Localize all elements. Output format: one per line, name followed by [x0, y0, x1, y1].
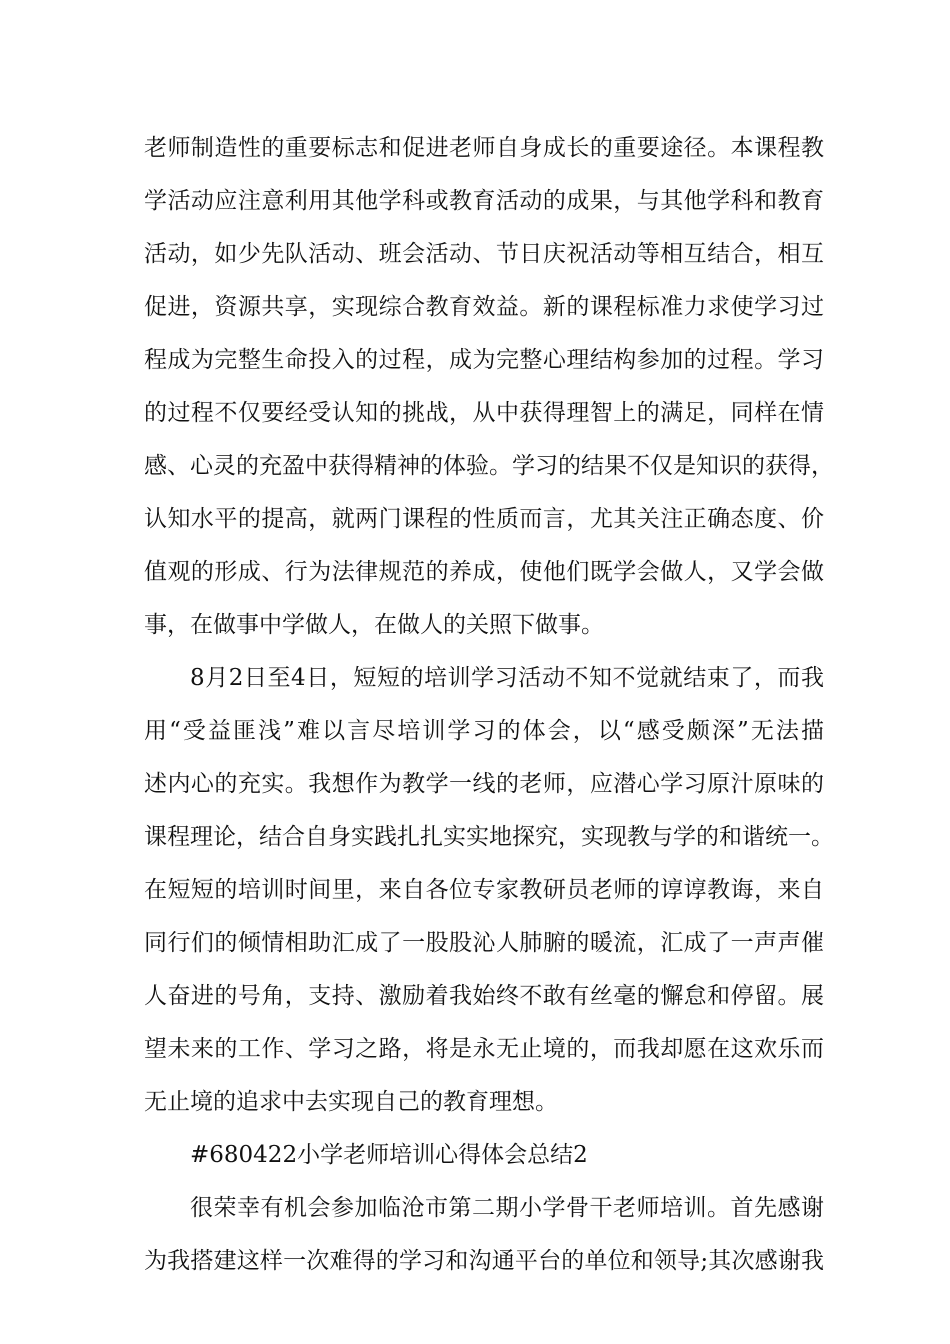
- paragraph-1-line-3: 活动，如少先队活动、班会活动、节日庆祝活动等相互结合，相互: [144, 241, 824, 267]
- paragraph-1-line-4: 促进，资源共享，实现综合教育效益。新的课程标准力求使学习过: [144, 294, 824, 320]
- paragraph-1-line-8: 认知水平的提高，就两门课程的性质而言，尤其关注正确态度、价: [144, 506, 824, 532]
- paragraph-1-line-5: 程成为完整生命投入的过程，成为完整心理结构参加的过程。学习: [144, 347, 824, 373]
- paragraph-2-line-4: 课程理论，结合自身实践扎扎实实地探究，实现教与学的和谐统一。: [144, 824, 834, 850]
- paragraph-3-line-1: 很荣幸有机会参加临沧市第二期小学骨干老师培训。首先感谢: [190, 1195, 824, 1221]
- paragraph-2-line-7: 人奋进的号角，支持、激励着我始终不敢有丝毫的懈怠和停留。展: [144, 983, 824, 1009]
- paragraph-2-line-1: 8月2日至4日，短短的培训学习活动不知不觉就结束了，而我: [190, 665, 824, 691]
- paragraph-1-line-10: 事，在做事中学做人，在做人的关照下做事。: [144, 612, 604, 638]
- paragraph-2-line-2: 用“受益匪浅”难以言尽培训学习的体会，以“感受颇深”无法描: [144, 718, 824, 744]
- section-heading: #680422小学老师培训心得体会总结2: [190, 1142, 588, 1168]
- paragraph-1-line-7: 感、心灵的充盈中获得精神的体验。学习的结果不仅是知识的获得，: [144, 453, 834, 479]
- paragraph-2-line-5: 在短短的培训时间里，来自各位专家教研员老师的谆谆教诲，来自: [144, 877, 824, 903]
- paragraph-1-line-9: 值观的形成、行为法律规范的养成，使他们既学会做人，又学会做: [144, 559, 824, 585]
- paragraph-2-line-3: 述内心的充实。我想作为教学一线的老师，应潜心学习原汁原味的: [144, 771, 824, 797]
- paragraph-2-line-9: 无止境的追求中去实现自己的教育理想。: [144, 1089, 558, 1115]
- paragraph-1-line-1: 老师制造性的重要标志和促进老师自身成长的重要途径。本课程教: [144, 135, 824, 161]
- paragraph-3-line-2: 为我搭建这样一次难得的学习和沟通平台的单位和领导;其次感谢我: [144, 1248, 824, 1274]
- paragraph-2-line-6: 同行们的倾情相助汇成了一股股沁人肺腑的暖流，汇成了一声声催: [144, 930, 824, 956]
- paragraph-1-line-2: 学活动应注意利用其他学科或教育活动的成果，与其他学科和教育: [144, 188, 824, 214]
- paragraph-1-line-6: 的过程不仅要经受认知的挑战，从中获得理智上的满足，同样在情: [144, 400, 824, 426]
- paragraph-2-line-8: 望未来的工作、学习之路，将是永无止境的，而我却愿在这欢乐而: [144, 1036, 824, 1062]
